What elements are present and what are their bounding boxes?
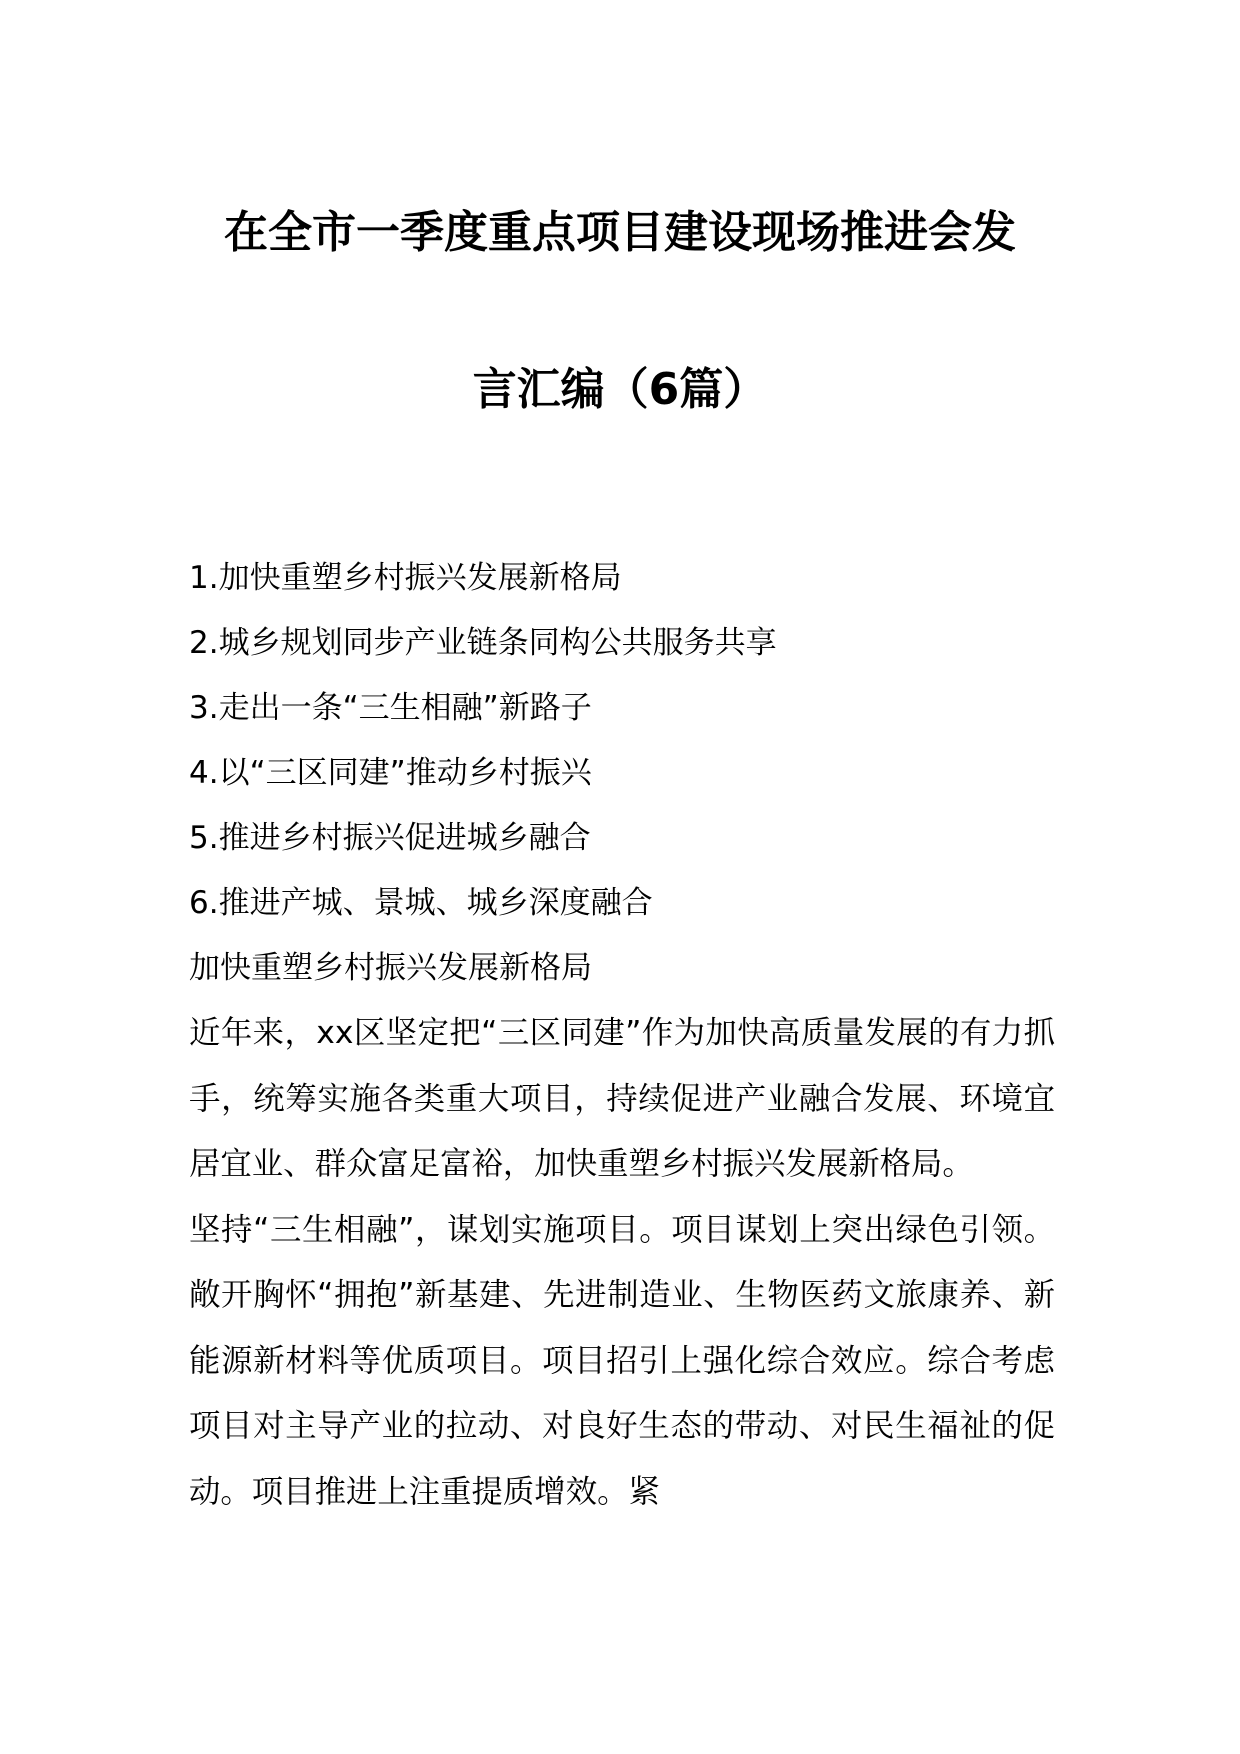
toc-item-4: 4.以“三区同建”推动乡村振兴 <box>189 755 592 791</box>
toc-item-5: 5.推进乡村振兴促进城乡融合 <box>189 820 591 856</box>
document-title-line-1: 在全市一季度重点项目建设现场推进会发 <box>224 207 1016 258</box>
toc-item-6: 6.推进产城、景城、城乡深度融合 <box>189 885 653 921</box>
toc-item-2: 2.城乡规划同步产业链条同构公共服务共享 <box>189 625 777 661</box>
section-heading: 加快重塑乡村振兴发展新格局 <box>189 950 592 986</box>
body-text <box>189 936 1055 1525</box>
toc-item-1: 1.加快重塑乡村振兴发展新格局 <box>189 560 622 596</box>
toc-item-3: 3.走出一条“三生相融”新路子 <box>189 690 592 726</box>
paragraph-1: 近年来，xx区坚定把“三区同建”作为加快高质量发展的有力抓手，统筹实施各类重大项目，持续促进产业融合发展、环境宜居宜业、群众富足富裕，加快重塑乡村振兴发展新格局。 <box>189 1015 1055 1182</box>
paragraph-2: 坚持“三生相融”，谋划实施项目。项目谋划上突出绿色引领。敞开胸怀“拥抱”新基建、先进制造业、生物医药文旅康养、新能源新材料等优质项目。项目招引上强化综合效应。综合考虑项目对主导产业的拉动、对良好生态的带动、对民生福祉的促动。项目推进上注重提质增效。紧 <box>189 1211 1055 1510</box>
document-title-line-2: 言汇编（6篇） <box>472 364 768 415</box>
table-of-contents <box>189 546 1069 936</box>
